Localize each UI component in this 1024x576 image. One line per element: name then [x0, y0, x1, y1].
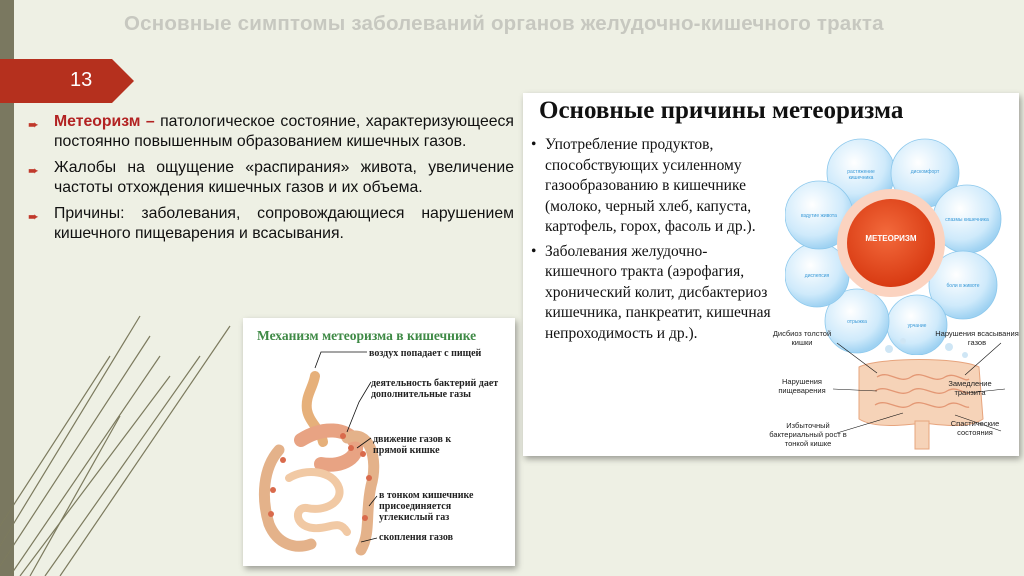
bubble-label-spasm: спазмы кишечника	[945, 217, 989, 223]
bullet-text: патологическое состояние, характеризующееся постоянно повышенным образованием кишечных газов.	[54, 113, 514, 150]
mechanism-label-accumulation: скопления газов	[379, 532, 453, 543]
causes-title: Основные причины метеоризма	[539, 97, 904, 124]
bullet-text: Жалобы на ощущение «распирания» живота, увеличение частоты отхождения кишечных газов и их объема.	[54, 159, 514, 196]
bubble-label-discomfort: дискомфорт	[910, 169, 940, 175]
cause-text: Заболевания желудочно-кишечного тракта (аэрофагия, хронический колит, дисбактериоз кишечника, панкреатит, кишечная непроходимость и др.).	[545, 242, 771, 342]
label-dysbiosis: Дисбиоз толстой кишки	[772, 329, 832, 347]
bullet-text: Причины: заболевания, сопровождающиеся нарушением кишечного пищеварения и всасывания.	[54, 205, 514, 242]
mechanism-label-bacteria: деятельность бактерий дает дополнительные газы	[371, 378, 499, 400]
arrow-bullet-icon: ➨	[28, 117, 39, 132]
label-digestion: Нарушения пищеварения	[778, 377, 826, 395]
decorative-lines	[0, 296, 260, 576]
bubble-label-belching: отрыжка	[847, 319, 867, 325]
bubble-label-dyspepsia: диспепсия	[804, 273, 830, 279]
bullet-complaints	[26, 158, 514, 198]
bullet-dot-icon: •	[531, 136, 537, 153]
label-transit: Замедление транзита	[948, 379, 992, 397]
bubble-label-rumbling: урчание	[907, 323, 927, 329]
bullet-list	[26, 112, 514, 250]
center-label: МЕТЕОРИЗМ	[865, 234, 917, 243]
causes-panel	[523, 93, 1019, 456]
slide-number-badge	[0, 59, 134, 103]
label-spastic: Спастические состояния	[950, 419, 1000, 437]
bullet-dot-icon: •	[531, 242, 537, 260]
bullet-definition	[26, 112, 514, 152]
mechanism-illustration	[243, 318, 515, 566]
label-absorption: Нарушения всасывания газов	[935, 329, 1019, 347]
mechanism-title: Механизм метеоризма в кишечнике	[257, 328, 477, 343]
cause-item-disease	[525, 242, 773, 345]
slide-title: Основные симптомы заболеваний органов желудочно-кишечного тракта	[124, 12, 884, 35]
bubble-label-pain: боли в животе	[946, 283, 980, 289]
symptom-bubble-diagram	[785, 135, 1005, 355]
slide-number: 13	[70, 69, 93, 91]
label-overgrowth: Избыточный бактериальный рост в тонкой кишке	[769, 421, 847, 448]
bubble-label-distension: растяжение кишечника	[847, 169, 875, 181]
mechanism-label-air: воздух попадает с пищей	[369, 348, 482, 359]
causes-list	[525, 135, 773, 348]
mechanism-label-movement: движение газов к прямой кишке	[373, 434, 452, 456]
term-meteorism: Метеоризм –	[54, 113, 155, 130]
arrow-bullet-icon: ➨	[28, 209, 39, 224]
cause-text: Употребление продуктов, способствующих усиленному газообразованию в кишечнике (молоко, черный хлеб, капуста, картофель, горох, фасоль и др.).	[545, 136, 756, 235]
bullet-causes	[26, 204, 514, 244]
arrow-bullet-icon: ➨	[28, 163, 39, 178]
bubble-label-bloating: вздутие живота	[801, 213, 837, 219]
mechanism-label-co2: в тонком кишечнике присоединяется углекислый газ	[379, 490, 474, 523]
cause-item-food	[525, 135, 773, 238]
